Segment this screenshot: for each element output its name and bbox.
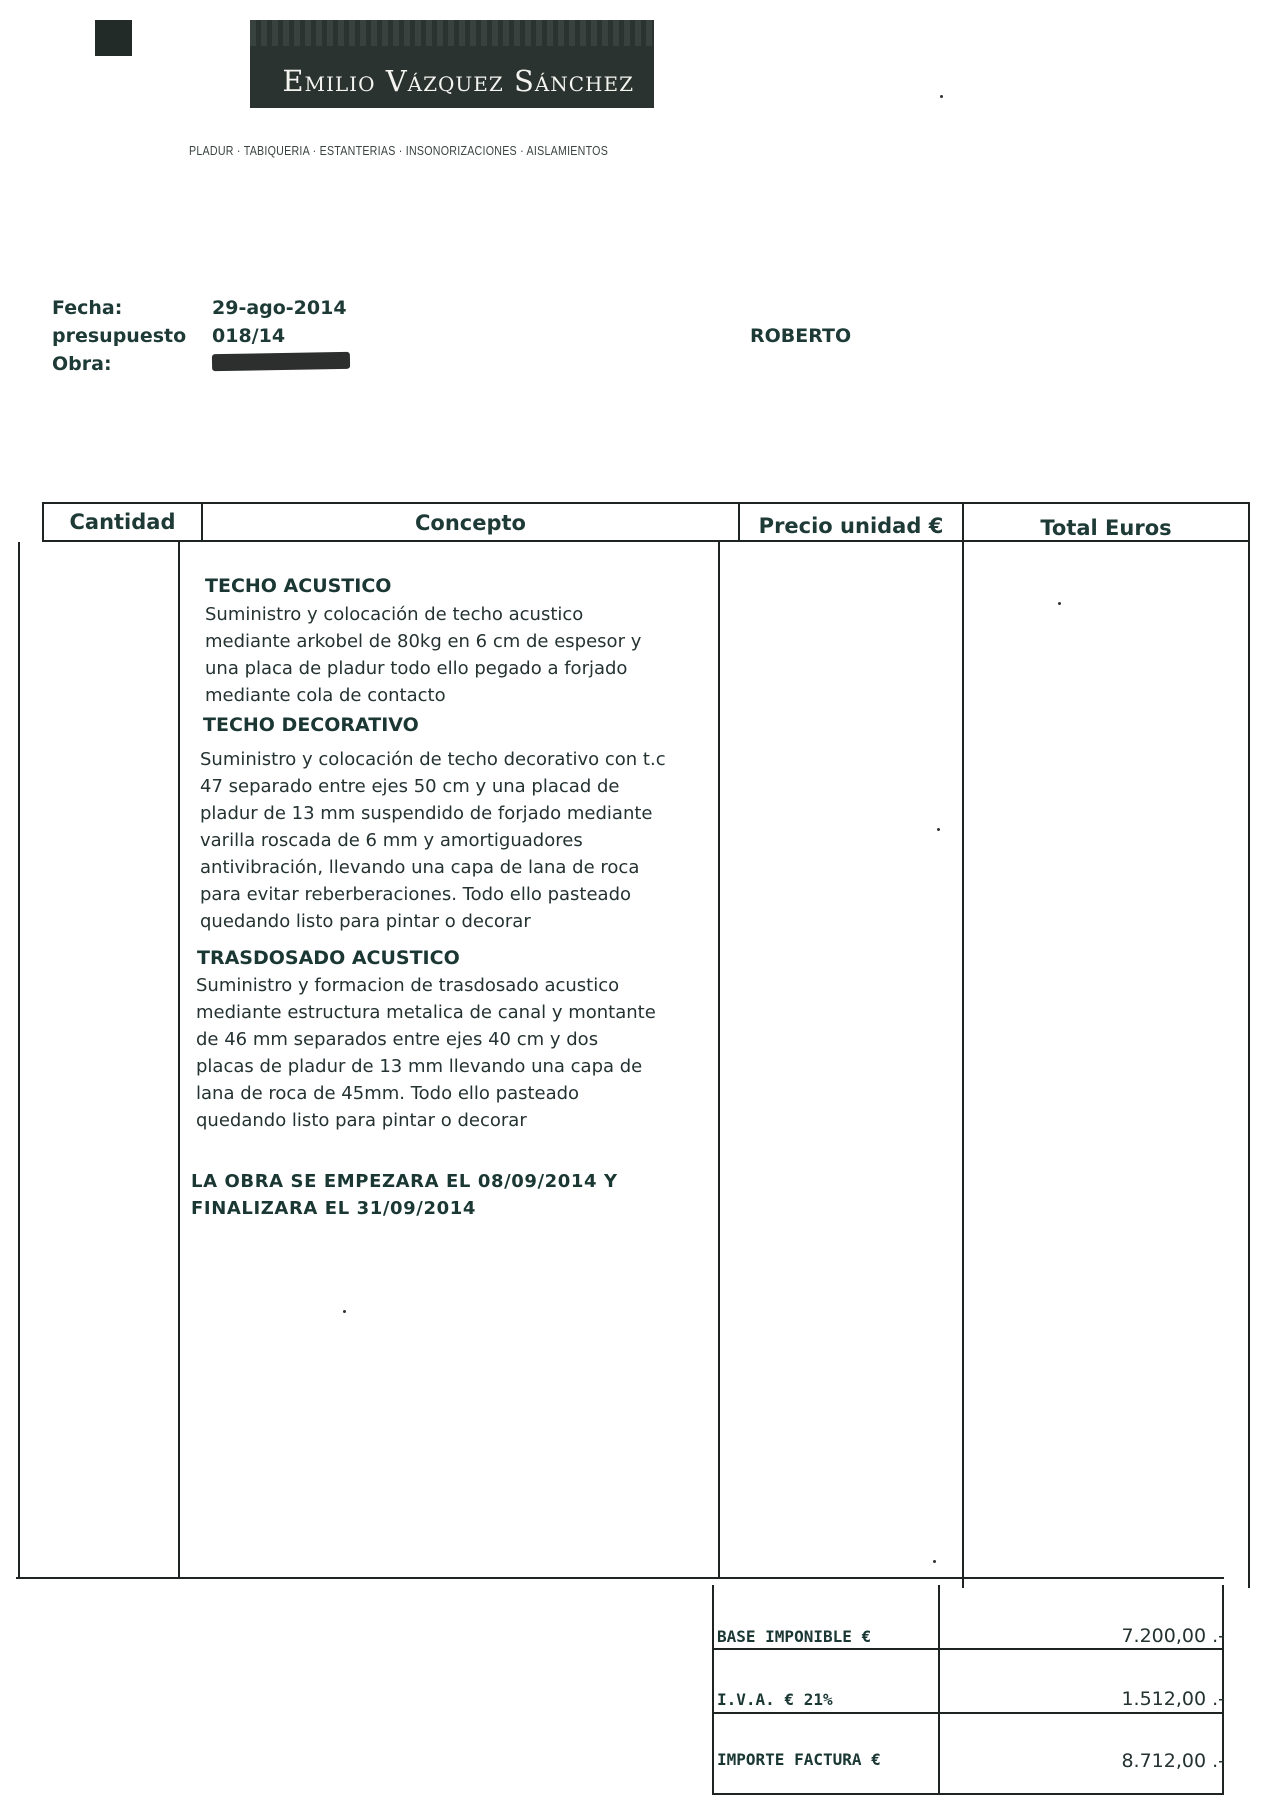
presupuesto-label: presupuesto [52, 325, 187, 347]
concept-line: pladur de 13 mm suspendido de forjado mediante [200, 803, 653, 824]
body-divider-3 [962, 542, 964, 1588]
concept-line: Suministro y colocación de techo acustico [205, 604, 584, 625]
scan-speck [937, 828, 940, 831]
scan-speck [1058, 602, 1061, 605]
obra-label: Obra: [52, 353, 112, 375]
concept-line: varilla roscada de 6 mm y amortiguadores [200, 830, 583, 851]
concept-line: una placa de pladur todo ello pegado a forjado [205, 658, 628, 679]
schedule-note-line: FINALIZARA EL 31/09/2014 [191, 1198, 476, 1219]
header-bottom-border [42, 540, 1250, 542]
fecha-value: 29-ago-2014 [212, 297, 347, 319]
schedule-note-line: LA OBRA SE EMPEZARA EL 08/09/2014 Y [191, 1171, 618, 1192]
body-left-border [18, 542, 20, 1578]
concept-line: Suministro y formacion de trasdosado acustico [196, 975, 620, 996]
concept-line: quedando listo para pintar o decorar [200, 911, 531, 932]
header-cantidad: Cantidad [69, 510, 176, 534]
base-imponible-value: 7.200,00 .- [1121, 1625, 1225, 1647]
importe-factura-label: IMPORTE FACTURA € [717, 1750, 881, 1769]
iva-value: 1.512,00 .- [1121, 1688, 1225, 1710]
fecha-label: Fecha: [52, 297, 123, 319]
logo-mark [95, 20, 132, 56]
body-right-border [1248, 542, 1250, 1588]
concept-body-techo-acustico [205, 601, 641, 709]
concept-title-techo-acustico: TECHO ACUSTICO [205, 575, 392, 597]
concept-line: para evitar reberberaciones. Todo ello pasteado [200, 884, 632, 905]
base-imponible-label: BASE IMPONIBLE € [717, 1627, 872, 1646]
concept-title-trasdosado-acustico: TRASDOSADO ACUSTICO [197, 947, 460, 969]
concept-body-techo-decorativo [200, 746, 666, 935]
concept-line: antivibración, llevando una capa de lana de roca [200, 857, 640, 878]
concept-line: quedando listo para pintar o decorar [196, 1110, 527, 1131]
table-top-border [42, 502, 1250, 504]
scan-speck [940, 95, 943, 98]
totals-row-sep-2 [712, 1712, 1224, 1714]
totals-bottom-border [712, 1793, 1224, 1795]
concept-line: lana de roca de 45mm. Todo ello pasteado [196, 1083, 580, 1104]
obra-redacted-value [212, 352, 350, 371]
concept-body-trasdosado-acustico [196, 972, 656, 1134]
presupuesto-value: 018/14 [212, 325, 286, 347]
header-concepto: Concepto [415, 511, 526, 535]
company-name: Emilio Vázquez Sánchez [282, 64, 634, 98]
concept-line: placas de pladur de 13 mm llevando una capa de [196, 1056, 643, 1077]
logo-decoration [250, 20, 654, 46]
header-precio-unidad: Precio unidad € [758, 514, 944, 538]
scan-speck [933, 1560, 936, 1563]
importe-factura-value: 8.712,00 .- [1121, 1750, 1225, 1772]
concept-line: mediante arkobel de 80kg en 6 cm de espesor y [205, 631, 642, 652]
concept-line: de 46 mm separados entre ejes 40 cm y dos [196, 1029, 599, 1050]
body-divider-2 [718, 542, 720, 1578]
totals-row-sep-1 [712, 1648, 1224, 1650]
header-total-euros: Total Euros [1040, 516, 1172, 540]
company-logo-banner [250, 20, 654, 108]
totals-divider [938, 1585, 940, 1795]
iva-label: I.V.A. € 21% [717, 1690, 833, 1709]
schedule-note [191, 1168, 618, 1222]
concept-title-techo-decorativo: TECHO DECORATIVO [203, 714, 419, 736]
scan-speck [343, 1310, 346, 1313]
client-name: ROBERTO [750, 325, 852, 347]
header-right-border [1248, 502, 1250, 540]
concept-line: Suministro y colocación de techo decorativo con t.c [200, 749, 666, 770]
totals-left-border [712, 1585, 714, 1795]
company-tagline: PLADUR · TABIQUERIA · ESTANTERIAS · INSONORIZACIONES · AISLAMIENTOS [189, 143, 609, 158]
body-bottom-border [16, 1577, 1224, 1579]
concept-line: 47 separado entre ejes 50 cm y una placad de [200, 776, 620, 797]
concept-line: mediante cola de contacto [205, 685, 446, 706]
body-divider-1 [178, 542, 180, 1578]
concept-line: mediante estructura metalica de canal y montante [196, 1002, 656, 1023]
